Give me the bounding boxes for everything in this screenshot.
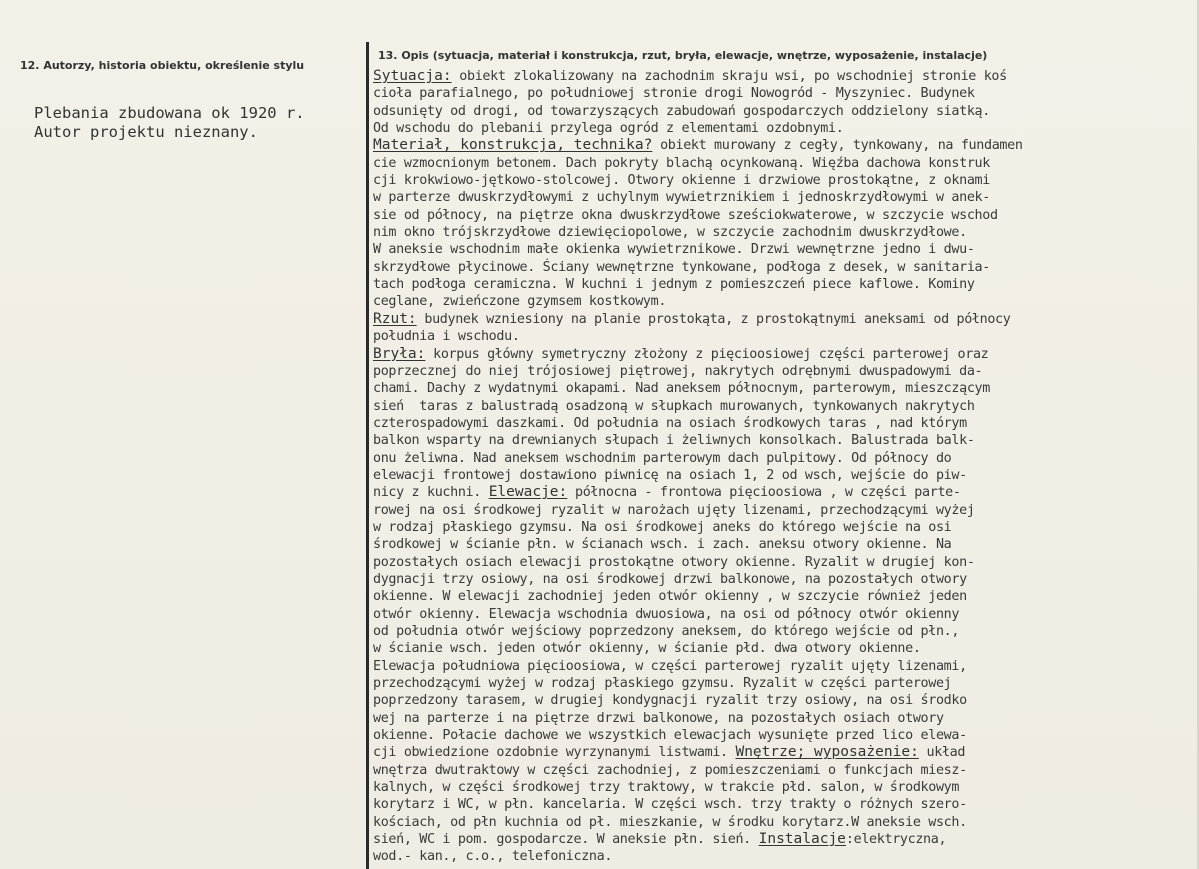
- text-line: sień taras z balustradą osadzoną w słupkach murowanych, tynkowanych nakrytych: [373, 398, 975, 414]
- text-line: czterospadowymi daszkami. Od południa na osiach środkowych taras , nad którym: [373, 415, 967, 431]
- text-line: rowej na osi środkowej ryzalit w narożach ujęty lizenami, przechodzącymi wyżej: [373, 502, 975, 518]
- text-line: okienne. Połacie dachowe we wszystkich elewacjach wysunięte przed lico elewa-: [373, 728, 967, 744]
- text-line: korytarz i WC, w płn. kancelaria. W części wsch. trzy trakty o różnych szero-: [373, 797, 967, 813]
- text-line: wej na parterze i na piętrze drzwi balkonowe, na pozostałych osiach otwory: [373, 710, 944, 726]
- text-line: cioła parafialnego, po południowej stronie drogi Nowogród - Myszyniec. Budynek: [373, 86, 975, 102]
- text-line: dygnacji trzy osiowy, na osi środkowej drzwi balkonowe, na pozostałych otwory: [373, 571, 967, 587]
- text-line: Od wschodu do plebanii przylega ogród z elementami ozdobnymi.: [373, 121, 844, 137]
- column-divider: [366, 42, 369, 869]
- text-line: kalnych, w części środkowej trzy traktowy, w trakcie płd. salon, w środkowym: [373, 780, 960, 796]
- section-rzut: Rzut:: [373, 310, 417, 327]
- text-line: Bryła: korpus główny symetryczny złożony z pięcioosiowej części parterowej oraz: [373, 345, 989, 362]
- section-material: Materiał, konstrukcja, technika?: [373, 137, 653, 154]
- text-line: sień, WC i pom. gospodarcze. W aneksie płn. sień. Instalacje:elektryczna,: [373, 831, 947, 848]
- text-line: Rzut: budynek wzniesiony na planie prostokąta, z prostokątnymi aneksami od północy: [373, 310, 1011, 327]
- text-line: w parterze dwuskrzydłowymi z uchylnym wywietrznikiem i jednoskrzydłowymi w anek-: [373, 190, 990, 206]
- text-line: odsunięty od drogi, od towarzyszących zabudowań gospodarczych oddzielony siatką.: [373, 103, 990, 119]
- left-line: Autor projektu nieznany.: [34, 123, 258, 141]
- text-line: W aneksie wschodnim małe okienka wywietrznikowe. Drzwi wewnętrzne jedno i dwu-: [373, 242, 975, 258]
- text-line: w ścianie wsch. jeden otwór okienny, w ścianie płd. dwa otwory okienne.: [373, 641, 921, 657]
- text-line: południa i wschodu.: [373, 329, 520, 345]
- section-sytuacja: Sytuacja:: [373, 68, 452, 84]
- text-line: elewacji frontowej dostawiono piwnicę na osiach 1, 2 od wsch, wejście do piw-: [373, 467, 967, 483]
- text-line: pozostałych osiach elewacji prostokątne otwory okienne. Ryzalit w drugiej kon-: [373, 554, 975, 570]
- authors-history-text: [34, 104, 305, 142]
- text-line: cji krokwiowo-jętkowo-stolcowej. Otwory okienne i drzwiowe prostokątne, z oknami: [373, 173, 990, 189]
- text-line: poprzedzony tarasem, w drugiej kondygnacji ryzalit trzy osiowy, na osi środko: [373, 693, 967, 709]
- section-wnetrze: Wnętrze; wyposażenie:: [735, 744, 919, 761]
- text-line: balkon wsparty na drewnianych słupach i żeliwnych konsolkach. Balustrada balk-: [373, 433, 975, 449]
- text-line: wod.- kan., c.o., telefoniczna.: [373, 849, 613, 865]
- text-line: chami. Dachy z wydatnymi okapami. Nad aneksem północnym, parterowym, mieszczącym: [373, 381, 990, 397]
- text-line: sie od północy, na piętrze okna dwuskrzydłowe sześciokwaterowe, w szczycie wschod: [373, 207, 998, 223]
- text-line: cji obwiedzione ozdobnie wyrzynanymi listwami. Wnętrze; wyposażenie: układ: [373, 744, 966, 761]
- text-line: nim okno trójskrzydłowe dziewięciopolowe, w szczycie zachodnim dwuskrzydłowe.: [373, 225, 967, 241]
- section-instalacje: Instalacje: [758, 831, 846, 848]
- text-line: Elewacja południowa pięcioosiowa, w części parterowej ryzalit ujęty lizenami,: [373, 658, 967, 674]
- section-elewacje: Elewacje:: [488, 484, 568, 501]
- text-line: ceglane, zwieńczone gzymsem kostkowym.: [373, 294, 667, 310]
- section-bryla: Bryła:: [373, 345, 426, 362]
- text-line: nicy z kuchni. Elewacje: północna - frontowa pięcioosiowa , w części parte-: [373, 484, 961, 501]
- text-line: w rodzaj płaskiego gzymsu. Na osi środkowej aneks do którego wejście na osi: [373, 519, 952, 535]
- text-line: okienne. W elewacji zachodniej jeden otwór okienny , w szczycie również jeden: [373, 589, 967, 605]
- text-line: poprzecznej do niej trójosiowej piętrowej, nakrytych odrębnymi dwuspadowymi da-: [373, 363, 983, 379]
- text-line: skrzydłowe płycinowe. Ściany wewnętrzne tynkowane, podłoga z desek, w sanitaria-: [373, 259, 990, 275]
- text-line: Sytuacja: obiekt zlokalizowany na zachodnim skraju wsi, po wschodniej stronie koś: [373, 68, 1007, 84]
- field-12-heading: 12. Autorzy, historia obiektu, określenie stylu: [20, 59, 305, 72]
- left-line: Plebania zbudowana ok 1920 r.: [34, 104, 305, 122]
- text-line: środkowej w ścianie płn. w ścianach wsch. i zach. aneksu otwory okienne. Na: [373, 537, 952, 553]
- text-line: onu żeliwna. Nad aneksem wschodnim parterowym dach pulpitowy. Od północy do: [373, 450, 952, 466]
- text-line: tach podłoga ceramiczna. W kuchni i jednym z pomieszczeń piece kaflowe. Kominy: [373, 277, 975, 293]
- text-line: od południa otwór wejściowy poprzedzony aneksem, do którego wejście od płn.,: [373, 624, 960, 639]
- text-line: kościach, od płn kuchnia od pł. mieszkanie, w środku korytarz.W aneksie wsch.: [373, 814, 967, 830]
- field-13-heading: 13. Opis (sytuacja, materiał i konstrukcja, rzut, bryła, elewacje, wnętrze, wyposażenie, instalacje): [378, 49, 988, 62]
- text-line: wnętrza dwutraktowy w części zachodniej, z pomieszczeniami o funkcjach miesz-: [373, 762, 967, 778]
- text-line: Materiał, konstrukcja, technika? obiekt murowany z cegły, tynkowany, na fundamen: [373, 137, 1023, 154]
- text-line: przechodzącymi wyżej w rodzaj płaskiego gzymsu. Ryzalit w części parterowej: [373, 676, 952, 692]
- text-line: cie wzmocnionym betonem. Dach pokryty blachą ocynkowaną. Więźba dachowa konstruk: [373, 155, 990, 171]
- text-line: otwór okienny. Elewacja wschodnia dwuosiowa, na osi od północy otwór okienny: [373, 606, 960, 622]
- description-text: [373, 68, 1195, 866]
